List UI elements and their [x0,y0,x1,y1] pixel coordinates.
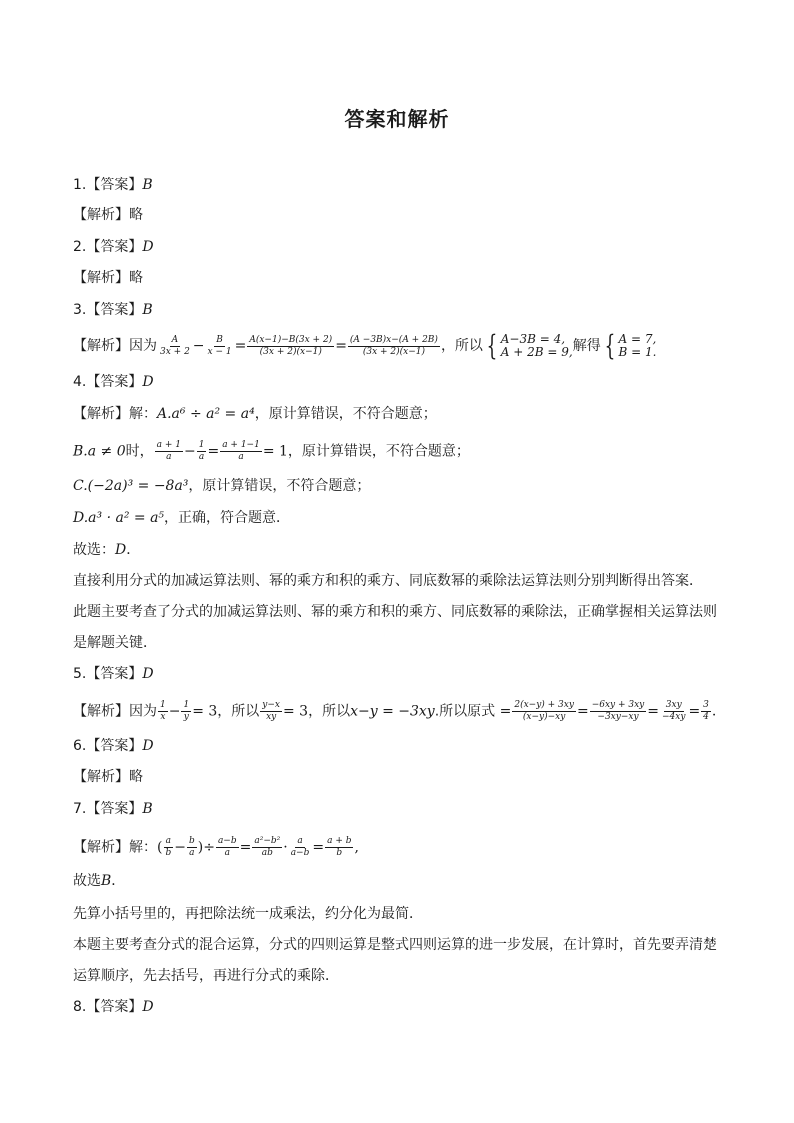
question-number: 1. [73,177,87,193]
q4-analysis-line-2: B.a ≠ 0时， $\frac{a + 1}{a}$ − $\frac{1}{a}$ = $\frac{a + 1-1}{a}$ = 1，原计算错误，不符合题意； [73,440,470,462]
fraction: $\frac{a + 1}{a}$ [156,440,181,462]
question-number: 5. [73,666,87,682]
fraction: $\frac{-6xy + 3xy}{-3xy-xy}$ [591,700,645,722]
q8-answer-line [73,997,154,1017]
fraction: $\frac{a + b}{b}$ [327,836,352,858]
q5-answer-line [73,664,154,684]
page-title: 答案和解析 [344,107,450,131]
answer-value: B [142,801,153,817]
fraction: $\frac{\text{a²−b²}}{ab}$ [254,836,281,858]
q4-analysis-line-4: D.a³ · a² = a⁵，正确，符合题意． [73,510,291,526]
answer-value: D [142,239,154,255]
answer-label: 【答案】 [86,302,143,318]
fraction: $\frac{a}{a-b}$ [290,836,310,858]
analysis-label: 【解析】 [73,839,129,856]
analysis-text: 略 [129,207,143,223]
fraction: $\frac{y-x}{xy}$ [262,700,280,722]
q1-analysis-line [73,205,143,225]
q4-choose-line: 故选：D． [73,542,141,558]
fraction: $\frac{A(x-1)-B(3x + 2)}{(3x + 2)(x-1)}$ [249,334,333,357]
answer-label: 【答案】 [86,666,143,682]
question-number: 6. [73,738,87,754]
question-number: 2. [73,239,87,255]
q4-analysis-line-3: C.(−2a)³ = −8a³，原计算错误，不符合题意； [73,478,371,494]
fraction: $\frac{3xy}{-4xy}$ [662,700,686,722]
q7-choose-line: 故选B． [73,873,126,889]
analysis-label: 【解析】 [73,703,129,720]
question-number: 7. [73,801,87,817]
fraction: $\frac{2(x-y) + 3xy}{(x-y)-xy}$ [514,700,574,722]
analysis-label: 【解析】 [73,338,129,354]
q2-answer-line [73,237,154,257]
q6-analysis-line [73,767,143,787]
q3-answer-line [73,300,153,320]
fraction: $\frac{1}{y}$ [183,700,190,722]
answer-value: D [142,738,154,754]
question-number: 4. [73,374,87,390]
answer-label: 【答案】 [86,177,143,193]
analysis-text: 略 [129,270,143,286]
q7-answer-line [73,799,153,819]
q7-analysis-line: 【解析】解：( $\frac{a}{b}$ − $\frac{b}{a}$ )÷ $\frac{a-b}{a}$ = $\frac{\text{a²−b²}}{ab}$ · $\frac{a}{a-b}$ = $\frac{a + b}{b}$ , [73,836,359,858]
answer-label: 【答案】 [86,239,143,255]
analysis-label: 【解析】 [73,207,129,223]
answer-value: D [142,374,154,390]
q7-paragraph-2: 本题主要考查分式的混合运算，分式的四则运算是整式四则运算的进一步发展，在计算时，首先要弄清楚 [73,937,717,953]
fraction: $\frac{a + 1-1}{a}$ [222,440,260,462]
fraction: $\frac{a-b}{a}$ [217,836,237,858]
q4-paragraph-3: 是解题关键． [73,635,157,651]
answer-value: D [142,666,154,682]
math-expression: C.(−2a)³ = −8a³ [73,478,189,494]
q1-answer-line [73,175,153,195]
fraction: $\frac{B}{x - 1}$ [207,334,232,357]
answer-label: 【答案】 [86,738,143,754]
q4-paragraph-2: 此题主要考查了分式的加减运算法则、幂的乘方和积的乘方、同底数幂的乘除法，正确掌握相关运算法则 [73,604,717,620]
fraction: $\frac{3}{4}$ [703,700,709,722]
q4-answer-line [73,372,154,392]
q6-answer-line [73,736,154,756]
q4-paragraph-1: 直接利用分式的加减运算法则、幂的乘方和积的乘方、同底数幂的乘除法运算法则分别判断得出答案． [73,573,703,589]
fraction: $\frac{(A -3B)x-(A + 2B)}{(3x + 2)(x-1)}$ [349,334,438,357]
q7-paragraph-1: 先算小括号里的，再把除法统一成乘法，约分化为最简． [73,906,423,922]
fraction: $\frac{1}{x}$ [160,700,166,722]
answer-label: 【答案】 [86,801,143,817]
equation-system: { A−3B = 4, A + 2B = 9, [486,329,573,362]
math-expression: D.a³ · a² = a⁵ [73,510,165,526]
equation-system: { A = 7, B = 1. [604,329,657,362]
analysis-label: 【解析】 [73,769,129,785]
analysis-text: 因为 [129,338,157,354]
q4-analysis-line-1: 【解析】解：A.a⁶ ÷ a² = a⁴，原计算错误，不符合题意； [73,406,437,422]
answer-value: B [142,302,153,318]
math-expression: A.a⁶ ÷ a² = a⁴ [157,406,255,422]
question-number: 3. [73,302,87,318]
q7-paragraph-3: 运算顺序，先去括号，再进行分式的乘除． [73,968,339,984]
q3-analysis-line: 【解析】因为 $\frac{A}{3x + 2}$ − $\frac{B}{x - 1}$ = $\frac{A(x-1)-B(3x + 2)}{(3x + 2)(x-1)}$ = $\frac{(A -3B)x-(A + 2B)}{(3x + 2)(x-1)}$ ，所以 { A−3B = 4, A + 2B = 9, 解得 { A = 7, B = 1. [73,329,657,362]
q2-analysis-line [73,268,143,288]
question-number: 8. [73,999,87,1015]
fraction: $\frac{b}{a}$ [188,836,195,858]
fraction: $\frac{A}{3x + 2}$ [160,334,190,357]
answer-value: D [142,999,154,1015]
fraction: $\frac{1}{a}$ [198,440,205,462]
answer-label: 【答案】 [86,999,143,1015]
answer-label: 【答案】 [86,374,143,390]
analysis-label: 【解析】 [73,270,129,286]
answer-value: B [142,177,153,193]
analysis-label: 【解析】 [73,406,129,422]
analysis-text: 略 [129,769,143,785]
fraction: $\frac{a}{b}$ [165,836,172,858]
q5-analysis-line: 【解析】因为 $\frac{1}{x}$ − $\frac{1}{y}$ = 3，所以 $\frac{y-x}{xy}$ = 3，所以x−y = −3xy.所以原式 = $\frac{2(x-y) + 3xy}{(x-y)-xy}$ = $\frac{-6xy + 3xy}{-3xy-xy}$ = $\frac{3xy}{-4xy}$ = $\frac{3}{4}$ . [73,700,717,722]
